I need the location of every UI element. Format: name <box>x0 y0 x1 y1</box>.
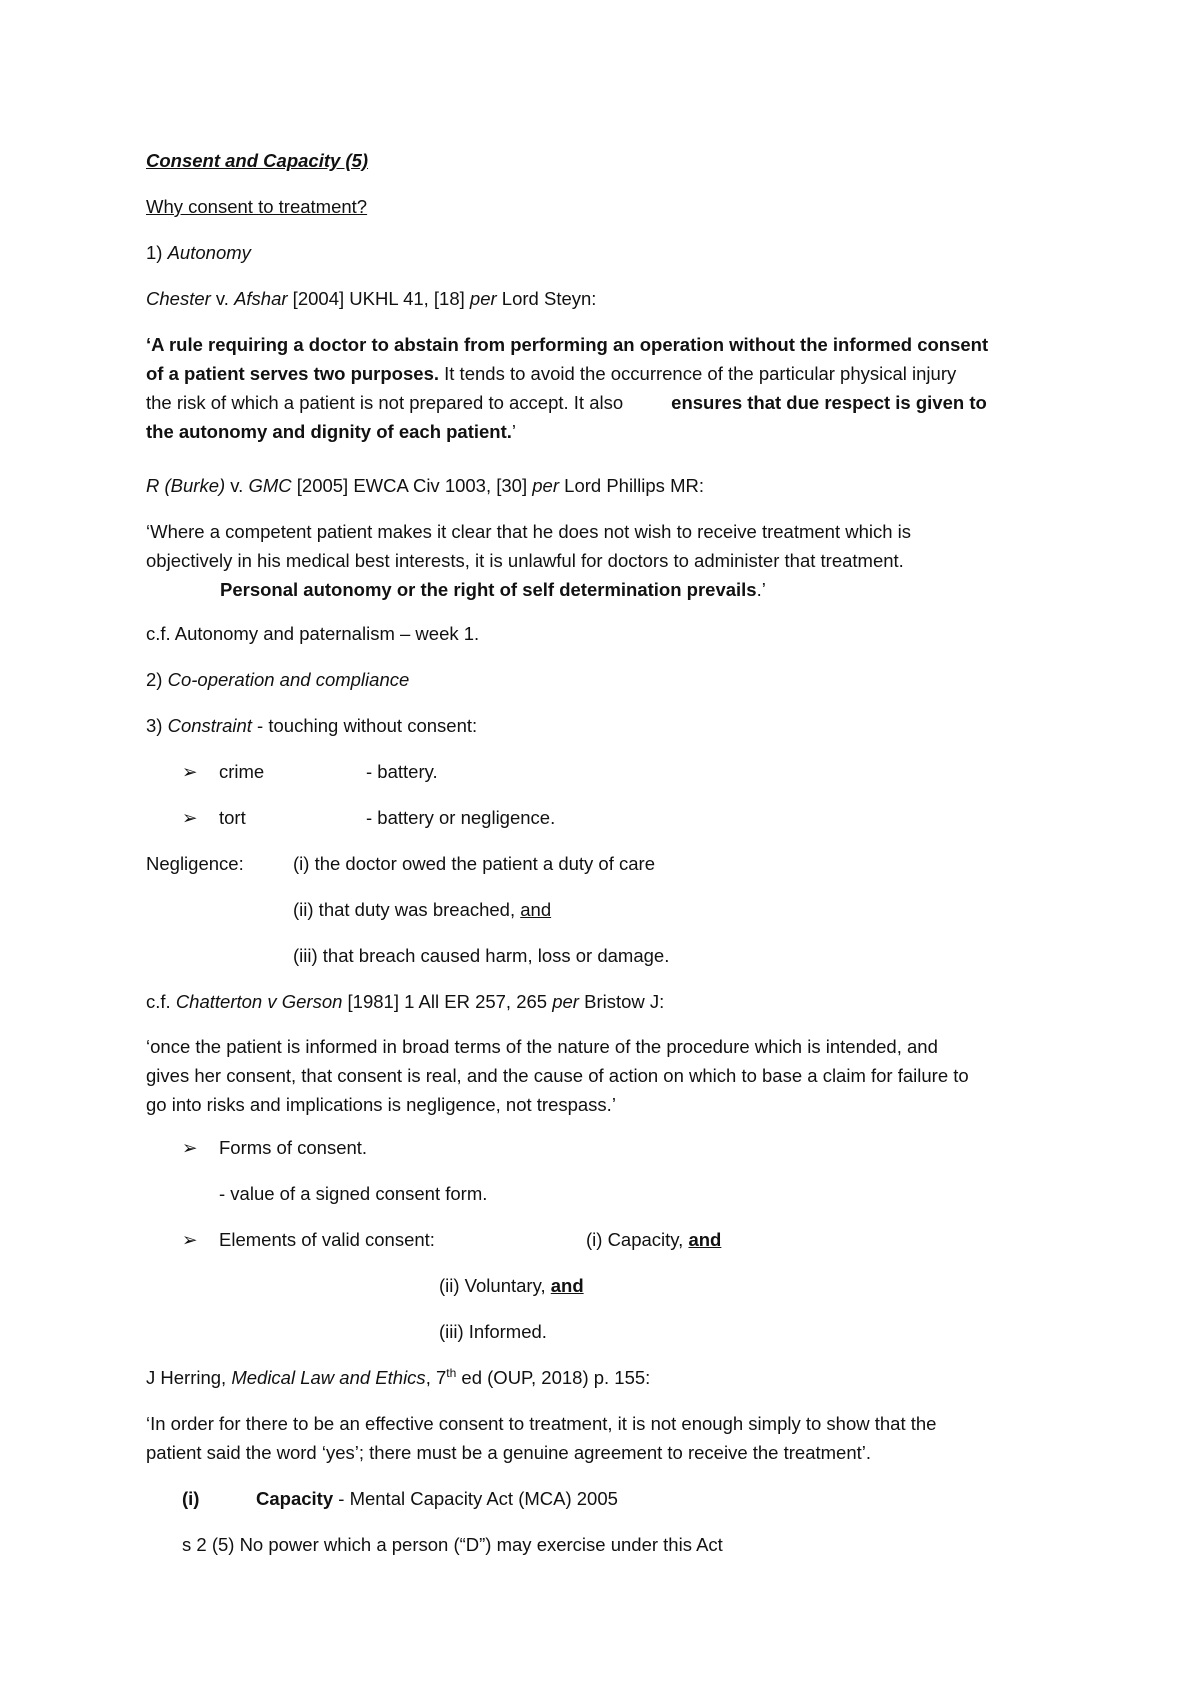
negligence-item-text: (ii) that duty was breached, <box>293 899 521 920</box>
judge-name: Lord Phillips MR: <box>559 475 704 496</box>
quote-bold-text: the autonomy and dignity of each patient. <box>146 421 512 442</box>
case-cite: [2004] UKHL 41, [18] <box>287 288 470 309</box>
quote-text: the risk of which a patient is not prepared to accept. It also <box>146 392 624 413</box>
quote-text: It tends to avoid the occurrence of the particular physical injury <box>439 363 957 384</box>
bullet-label: Forms of consent. <box>219 1137 368 1158</box>
quote-line <box>146 575 911 604</box>
quote-line: objectively in his medical best interests, it is unlawful for doctors to administer that treatment. <box>146 550 904 571</box>
element-item-text: (ii) Voluntary, <box>439 1275 551 1296</box>
case-citation-chester <box>146 284 596 313</box>
negligence-item <box>293 895 551 924</box>
section-2-5-text: s 2 (5) No power which a person (“D”) may exercise under this Act <box>182 1534 723 1555</box>
quote-bold-text: of a patient serves two purposes. <box>146 363 439 384</box>
bullet-label: Elements of valid consent: <box>219 1229 435 1250</box>
judge-name: Bristow J: <box>578 991 665 1012</box>
point-number: 3) <box>146 715 168 736</box>
per-label: per <box>469 288 497 309</box>
case-party-a: R (Burke) <box>146 475 226 496</box>
capacity-act: - Mental Capacity Act (MCA) 2005 <box>333 1488 618 1509</box>
case-name: Chatterton v Gerson <box>175 991 343 1012</box>
quote-bold-text: ensures that due respect is given to <box>671 392 987 413</box>
element-item-text: (i) Capacity, <box>586 1229 689 1250</box>
quote-line <box>146 359 988 388</box>
capacity-label: Capacity <box>256 1488 334 1509</box>
capacity-heading <box>256 1484 618 1513</box>
negligence-label: Negligence: <box>146 853 244 874</box>
point-label: Autonomy <box>167 242 251 263</box>
case-cite: [2005] EWCA Civ 1003, [30] <box>291 475 533 496</box>
document-title: Consent and Capacity (5) <box>146 150 369 171</box>
point-number: 1) <box>146 242 168 263</box>
quote-text: ’ <box>511 421 517 442</box>
quote-chatterton <box>146 1032 969 1119</box>
quote-line: ‘once the patient is informed in broad terms of the nature of the procedure which is intended, and <box>146 1036 938 1057</box>
negligence-item <box>293 849 655 878</box>
bullet-desc: - battery or negligence. <box>366 807 556 828</box>
point-label: Co-operation and compliance <box>167 669 410 690</box>
quote-bold-text: Personal autonomy or the right of self determination prevails <box>220 579 757 600</box>
quote-line: patient said the word ‘yes’; there must be a genuine agreement to receive the treatment’. <box>146 1442 871 1463</box>
publication-details: ed (OUP, 2018) p. 155: <box>456 1367 651 1388</box>
bullet-tort <box>182 803 246 832</box>
case-party-b: Afshar <box>234 288 288 309</box>
bullet-forms-of-consent <box>182 1133 367 1162</box>
cf-autonomy-note: c.f. Autonomy and paternalism – week 1. <box>146 623 480 644</box>
point-1-autonomy <box>146 238 251 267</box>
cf-label: c.f. <box>146 991 176 1012</box>
arrow-bullet-icon: ➢ <box>182 761 198 782</box>
element-item-text: (iii) Informed. <box>439 1321 547 1342</box>
case-versus: v. <box>225 475 249 496</box>
element-item <box>586 1225 721 1254</box>
point-text: - touching without consent: <box>251 715 478 736</box>
per-label: per <box>532 475 560 496</box>
quote-line: ‘A rule requiring a doctor to abstain from performing an operation without the informed consent <box>146 334 989 355</box>
quote-herring <box>146 1409 936 1467</box>
forms-sub-note: - value of a signed consent form. <box>219 1183 488 1204</box>
element-item-conjunction: and <box>688 1229 722 1250</box>
bullet-label: tort <box>219 807 246 828</box>
quote-chester <box>146 330 988 446</box>
quote-line: ‘Where a competent patient makes it clear that he does not wish to receive treatment which is <box>146 521 912 542</box>
bullet-label: crime <box>219 761 265 782</box>
point-2-cooperation <box>146 665 409 694</box>
negligence-item-conjunction: and <box>520 899 552 920</box>
quote-line <box>146 388 988 417</box>
bullet-crime <box>182 757 264 786</box>
arrow-bullet-icon: ➢ <box>182 1137 198 1158</box>
quote-line <box>146 417 988 446</box>
case-cite: [1981] 1 All ER 257, 265 <box>342 991 553 1012</box>
reference-herring <box>146 1363 650 1392</box>
arrow-bullet-icon: ➢ <box>182 807 198 828</box>
point-number: 2) <box>146 669 168 690</box>
element-item <box>439 1317 547 1346</box>
case-citation-chatterton <box>146 987 664 1016</box>
per-label: per <box>552 991 579 1012</box>
quote-burke <box>146 517 911 604</box>
author: J Herring, <box>146 1367 232 1388</box>
quote-text: .’ <box>756 579 766 600</box>
capacity-heading-number: (i) <box>182 1488 200 1509</box>
edition-superscript: th <box>446 1365 457 1380</box>
case-versus: v. <box>210 288 235 309</box>
point-label: Constraint <box>167 715 252 736</box>
element-item <box>439 1271 584 1300</box>
element-item-conjunction: and <box>550 1275 584 1296</box>
negligence-item <box>293 941 669 970</box>
case-citation-burke <box>146 471 704 500</box>
section-heading-why-consent: Why consent to treatment? <box>146 196 368 217</box>
case-party-b: GMC <box>248 475 292 496</box>
quote-line: gives her consent, that consent is real, and the cause of action on which to base a claim for failure to <box>146 1065 969 1086</box>
point-3-constraint <box>146 711 477 740</box>
bullet-desc: - battery. <box>366 761 438 782</box>
judge-name: Lord Steyn: <box>496 288 597 309</box>
negligence-item-text: (i) the doctor owed the patient a duty of care <box>293 853 655 874</box>
bullet-elements-of-consent <box>182 1225 435 1254</box>
edition: , 7 <box>425 1367 447 1388</box>
book-title: Medical Law and Ethics <box>231 1367 426 1388</box>
negligence-item-text: (iii) that breach caused harm, loss or damage. <box>293 945 670 966</box>
quote-line: ‘In order for there to be an effective consent to treatment, it is not enough simply to show that the <box>146 1413 937 1434</box>
quote-line: go into risks and implications is negligence, not trespass.’ <box>146 1094 616 1115</box>
arrow-bullet-icon: ➢ <box>182 1229 198 1250</box>
case-party-a: Chester <box>146 288 211 309</box>
